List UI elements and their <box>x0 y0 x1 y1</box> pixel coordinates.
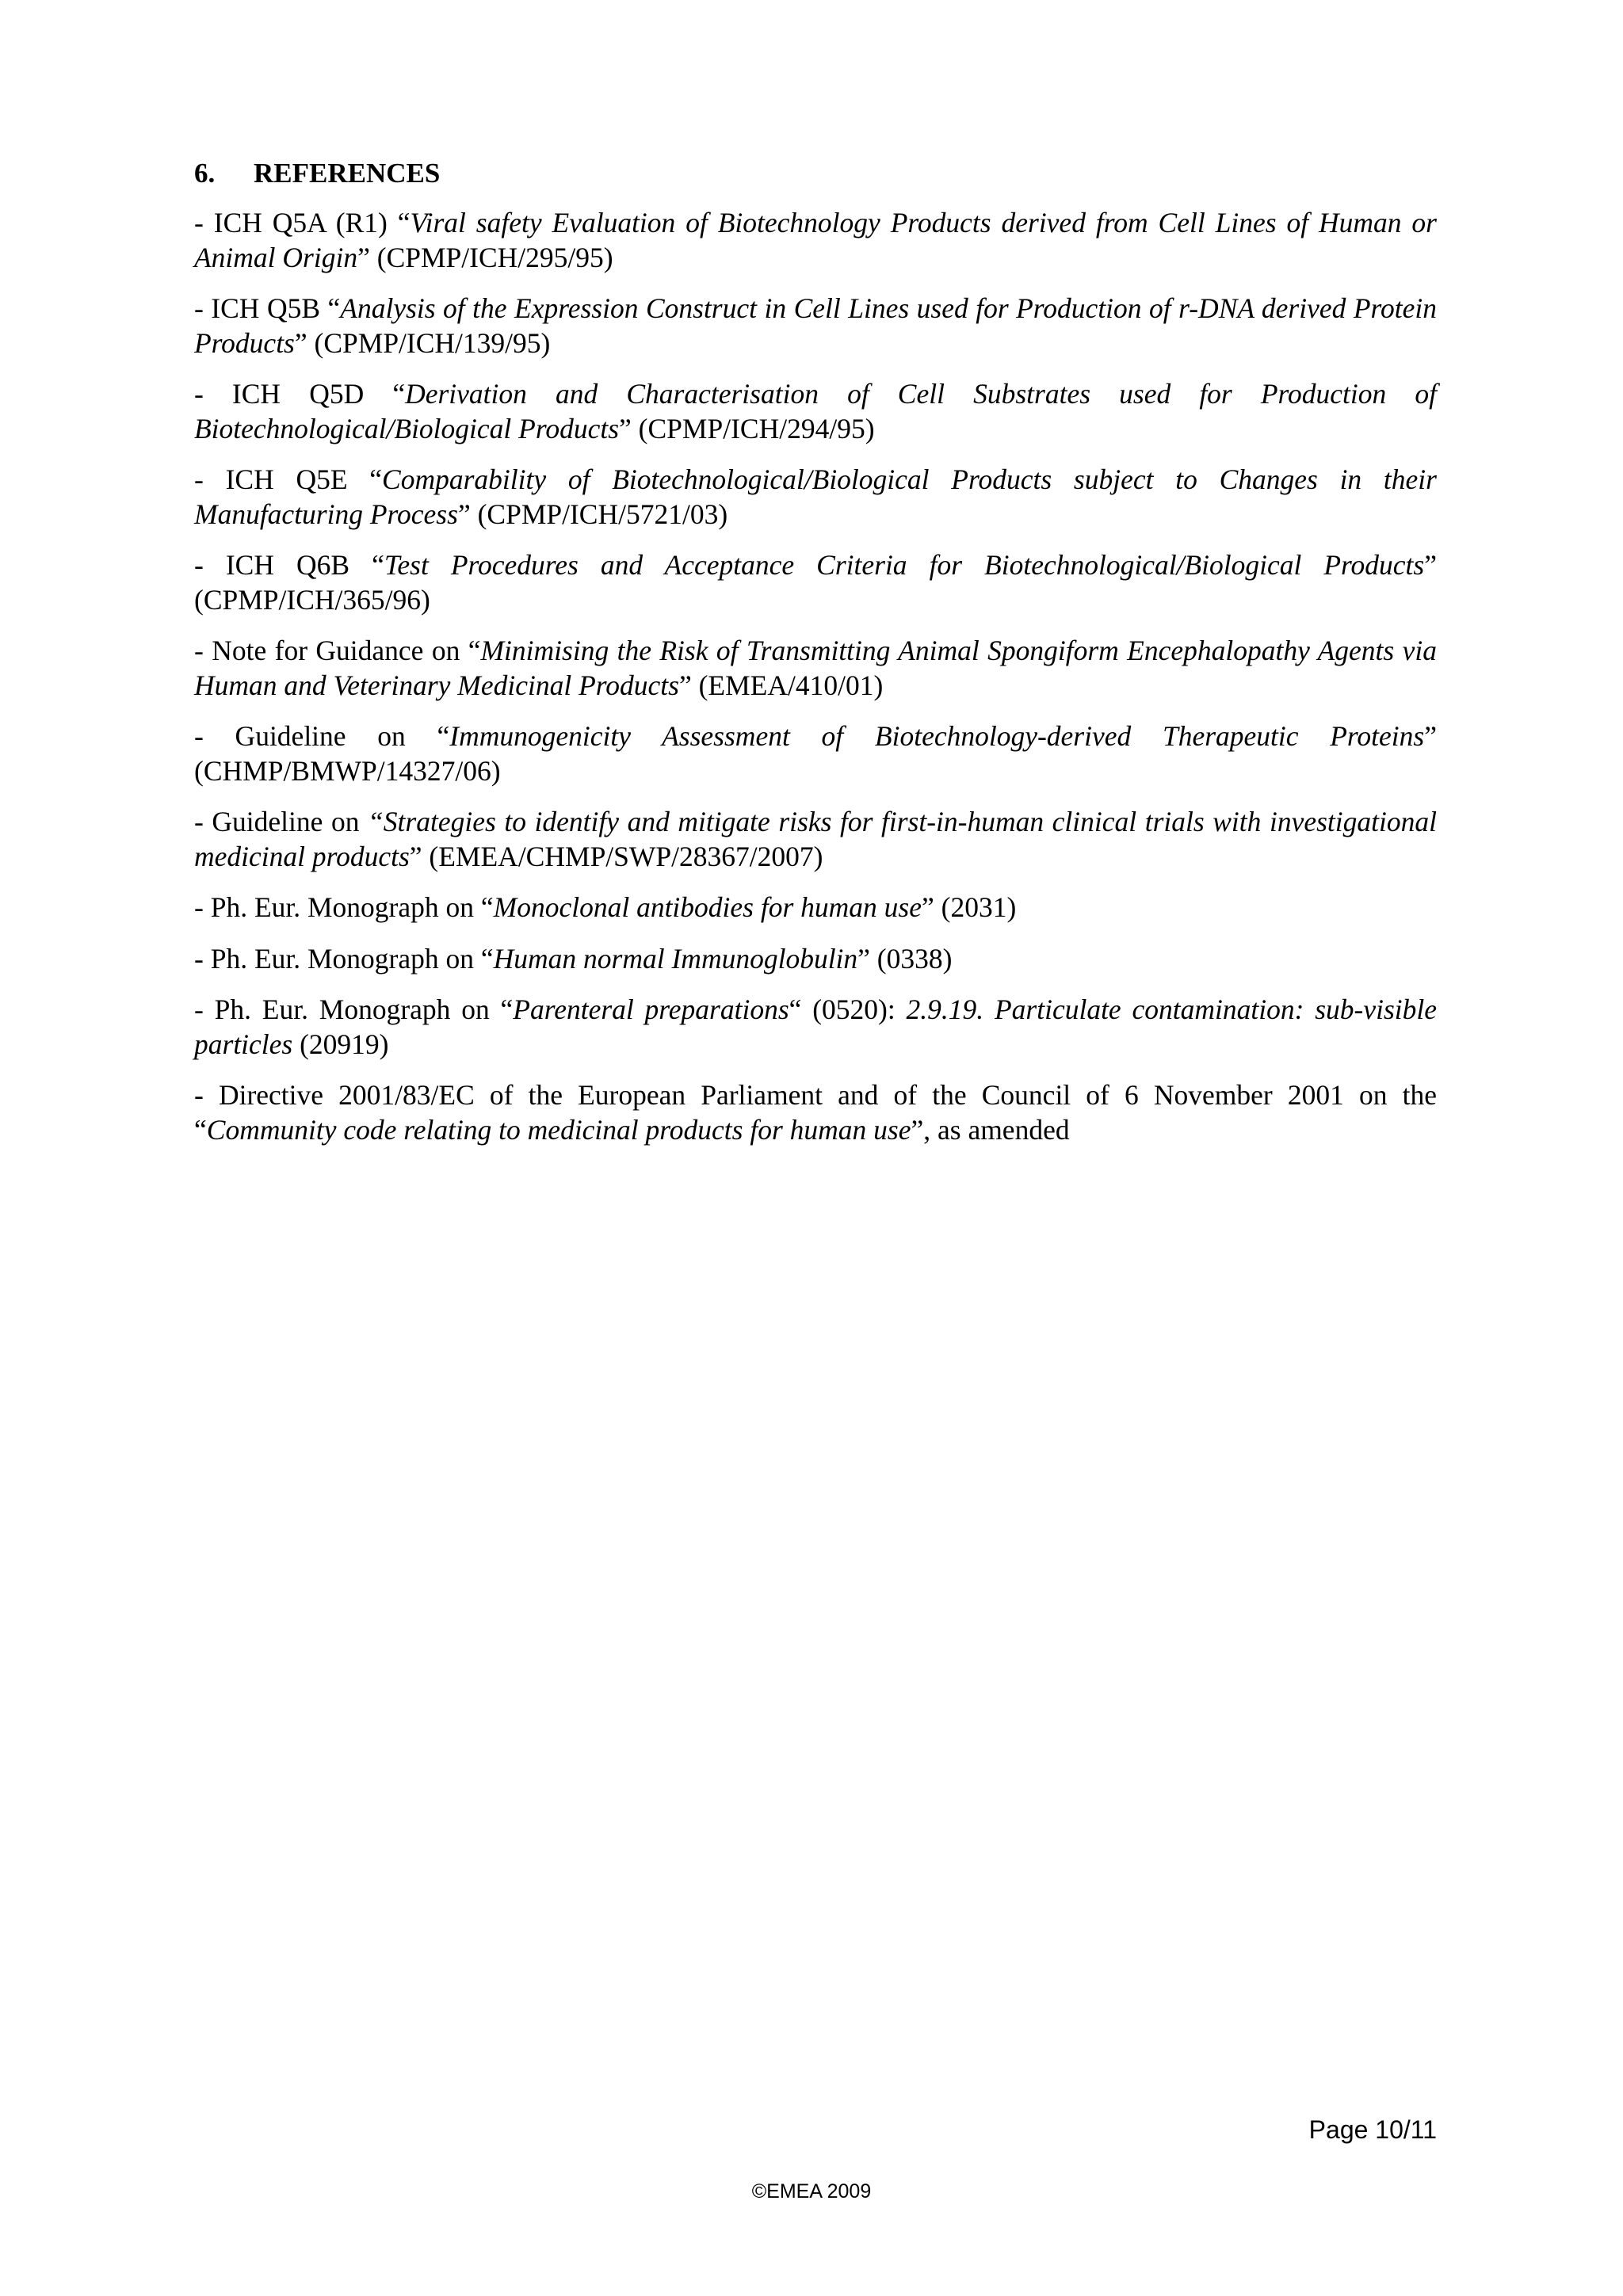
reference-suffix: ” (EMEA/410/01) <box>678 669 884 701</box>
reference-suffix: ” (2031) <box>922 891 1017 923</box>
reference-item <box>194 292 1437 360</box>
reference-prefix: - Ph. Eur. Monograph on “ <box>194 994 514 1025</box>
reference-suffix: ” (CPMP/ICH/139/95) <box>294 326 551 359</box>
reference-suffix: (20919) <box>292 1028 389 1060</box>
reference-title: Community code relating to medicinal products for human use <box>206 1113 911 1146</box>
section-heading <box>194 154 440 193</box>
reference-item <box>194 719 1437 788</box>
reference-item <box>194 942 1437 977</box>
reference-title: “Strategies to identify and mitigate risks for first-in-human clinical trials with investigational medicinal products <box>194 806 1437 872</box>
reference-item <box>194 463 1437 532</box>
section-title: REFERENCES <box>254 158 441 189</box>
section-number: 6. <box>194 158 216 189</box>
reference-prefix: - Ph. Eur. Monograph on “ <box>194 891 494 923</box>
reference-item <box>194 1078 1437 1147</box>
reference-prefix: - Ph. Eur. Monograph on “ <box>194 942 494 974</box>
reference-subtitle: 2.9.19. Particulate contamination: sub-visible particles <box>194 994 1438 1060</box>
reference-title: Comparability of Biotechnological/Biological Products subject to Changes in their Manufacturing Process <box>194 463 1437 530</box>
reference-title: Analysis of the Expression Construct in Cell Lines used for Production of r-DNA derived Protein Products <box>194 292 1438 359</box>
reference-prefix: - ICH Q5E “ <box>194 463 383 495</box>
reference-prefix: - Note for Guidance on “ <box>194 635 481 666</box>
reference-title: Monoclonal antibodies for human use <box>493 891 922 923</box>
reference-item <box>194 993 1437 1062</box>
reference-title: Derivation and Characterisation of Cell Substrates used for Production of Biotechnological/Biological Products <box>194 378 1437 444</box>
reference-suffix: ” (CPMP/ICH/294/95) <box>619 412 875 444</box>
reference-item <box>194 548 1437 617</box>
reference-item <box>194 891 1437 925</box>
reference-suffix: ” (CPMP/ICH/365/96) <box>194 549 1437 616</box>
reference-item <box>194 805 1437 874</box>
reference-suffix: ” (CPMP/ICH/295/95) <box>357 241 613 273</box>
reference-list <box>194 206 1437 1164</box>
reference-prefix: - Guideline on “ <box>194 720 450 752</box>
reference-prefix: - Guideline on <box>194 806 369 837</box>
copyright-footer: ©EMEA 2009 <box>751 2180 872 2203</box>
reference-title: Viral safety Evaluation of Biotechnology Products derived from Cell Lines of Human or Animal Origin <box>194 207 1437 273</box>
reference-title: Minimising the Risk of Transmitting Animal Spongiform Encephalopathy Agents via Human and Veterinary Medicinal Products <box>194 635 1437 701</box>
reference-suffix: ” (CHMP/BMWP/14327/06) <box>194 720 1437 787</box>
reference-title: Parenteral preparations <box>513 994 789 1025</box>
reference-item <box>194 206 1437 275</box>
reference-prefix: - ICH Q5D “ <box>194 378 406 410</box>
reference-item <box>194 634 1437 703</box>
reference-item <box>194 377 1437 446</box>
page-number: Page 10/11 <box>1308 2115 1437 2144</box>
reference-prefix: - Directive 2001/83/EC of the European Parliament and of the Council of 6 November 2001 on the “ <box>194 1079 1437 1146</box>
reference-prefix: - ICH Q6B “ <box>194 549 384 581</box>
reference-prefix: - ICH Q5A (R1) “ <box>194 207 411 238</box>
reference-suffix: ”, as amended <box>911 1113 1070 1146</box>
reference-prefix: - ICH Q5B “ <box>194 292 341 324</box>
reference-suffix: ” (0338) <box>857 942 953 974</box>
reference-title: Immunogenicity Assessment of Biotechnology-derived Therapeutic Proteins <box>449 720 1425 752</box>
reference-suffix: ” (CPMP/ICH/5721/03) <box>457 498 728 530</box>
reference-mid: “ (0520): <box>789 994 907 1025</box>
reference-title: Human normal Immunoglobulin <box>493 942 858 974</box>
reference-suffix: ” (EMEA/CHMP/SWP/28367/2007) <box>409 840 823 872</box>
reference-title: Test Procedures and Acceptance Criteria for Biotechnological/Biological Products <box>384 549 1425 581</box>
